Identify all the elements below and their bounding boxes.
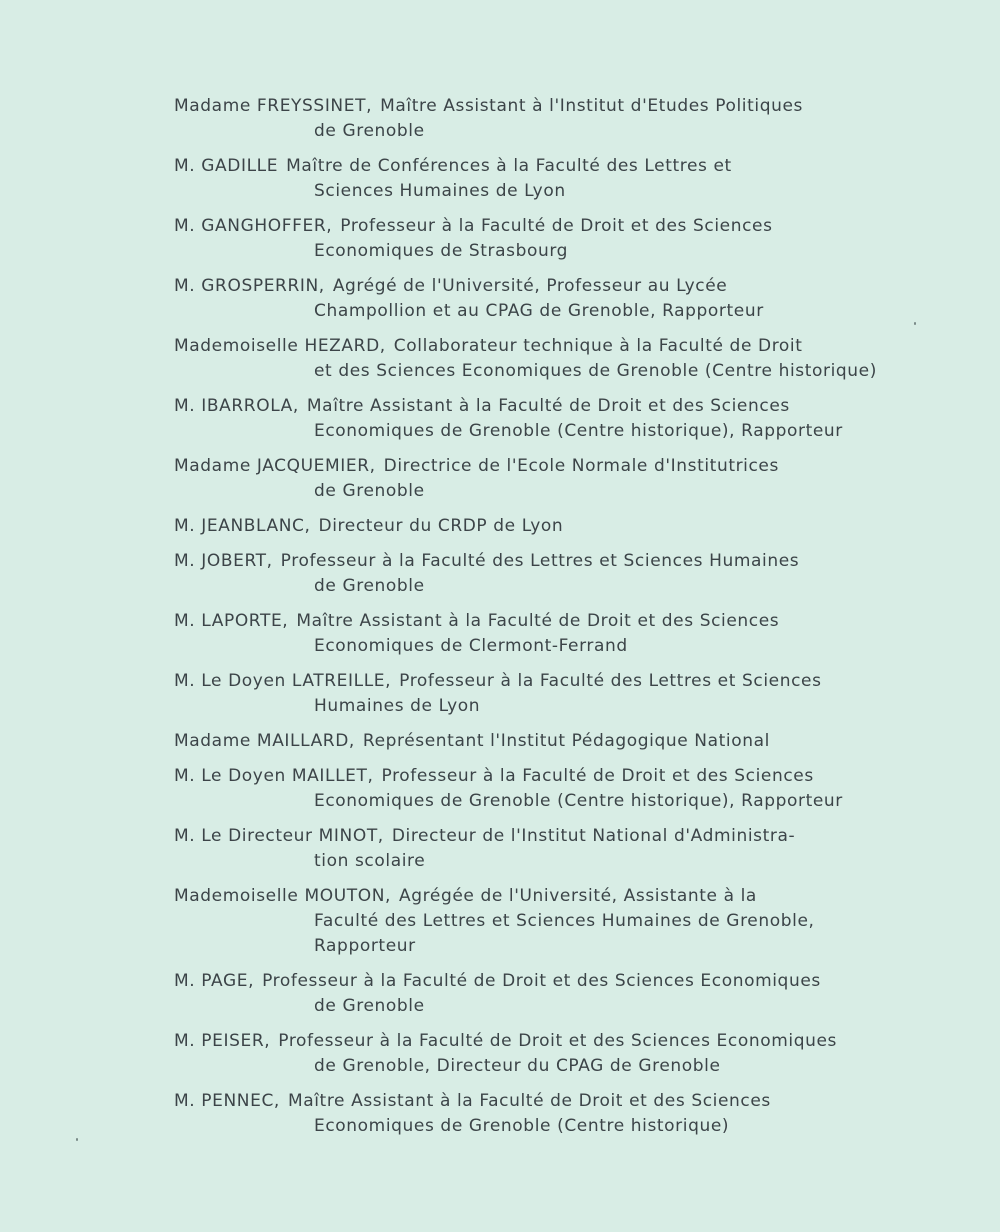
list-item (174, 154, 964, 204)
entry-description: Maître Assistant à la Faculté de Droit et des Sciences (306, 396, 790, 416)
entry-first-line (174, 1089, 964, 1114)
entry-description: Professeur à la Faculté de Droit et des Sciences Economiques (262, 971, 821, 991)
entry-continuation: Economiques de Strasbourg (314, 241, 569, 261)
list-item (174, 824, 964, 874)
list-item (174, 274, 964, 324)
entry-first-line (174, 884, 964, 909)
entry-description: Maître Assistant à l'Institut d'Etudes Politiques (380, 96, 803, 116)
entry-name: MOUTON, (304, 886, 392, 906)
member-list (174, 94, 964, 1149)
entry-continuation: de Grenoble (314, 576, 425, 596)
entry-first-line (174, 669, 964, 694)
list-item (174, 764, 964, 814)
entry-name: JACQUEMIER, (256, 456, 376, 476)
entry-title: Madame (174, 96, 251, 116)
entry-title: M. (174, 156, 196, 176)
entry-continuation: Rapporteur (314, 936, 416, 956)
list-item (174, 214, 964, 264)
entry-first-line (174, 609, 964, 634)
entry-description: Maître Assistant à la Faculté de Droit et des Sciences (296, 611, 780, 631)
list-item (174, 669, 964, 719)
entry-title: M. (174, 216, 196, 236)
entry-continuation: Economiques de Grenoble (Centre historique) (314, 1116, 730, 1136)
list-item (174, 729, 964, 754)
entry-first-line (174, 514, 964, 539)
entry-title: M. (174, 611, 196, 631)
entry-name: FREYSSINET, (256, 96, 373, 116)
entry-continuation: tion scolaire (314, 851, 426, 871)
entry-first-line (174, 1029, 964, 1054)
entry-continuation: Champollion et au CPAG de Grenoble, Rapporteur (314, 301, 764, 321)
entry-continuation: Humaines de Lyon (314, 696, 481, 716)
entry-name: GROSPERRIN, (201, 276, 325, 296)
entry-first-line (174, 729, 964, 754)
entry-name: MAILLET, (291, 766, 374, 786)
paper-speck (914, 322, 916, 325)
entry-first-line (174, 154, 964, 179)
list-item (174, 94, 964, 144)
entry-title: M. (174, 971, 196, 991)
entry-title: M. (174, 516, 196, 536)
entry-title: M. (174, 396, 196, 416)
entry-first-line (174, 274, 964, 299)
list-item (174, 334, 964, 384)
entry-name: PEISER, (201, 1031, 271, 1051)
entry-name: LAPORTE, (201, 611, 289, 631)
entry-description: Professeur à la Faculté des Lettres et Sciences (399, 671, 822, 691)
entry-continuation: de Grenoble (314, 121, 425, 141)
entry-continuation: Economiques de Clermont-Ferrand (314, 636, 628, 656)
entry-title: Mademoiselle (174, 336, 299, 356)
entry-continuation: de Grenoble, Directeur du CPAG de Grenoble (314, 1056, 721, 1076)
entry-name: JEANBLANC, (201, 516, 311, 536)
paper-speck (76, 1138, 78, 1141)
entry-description: Professeur à la Faculté de Droit et des Sciences (381, 766, 814, 786)
entry-name: HEZARD, (304, 336, 386, 356)
entry-name: LATREILLE, (291, 671, 392, 691)
entry-description: Agrégée de l'Université, Assistante à la (399, 886, 757, 906)
entry-continuation: de Grenoble (314, 481, 425, 501)
entry-continuation: de Grenoble (314, 996, 425, 1016)
entry-title: Mademoiselle (174, 886, 299, 906)
entry-description: Maître de Conférences à la Faculté des Lettres et (286, 156, 732, 176)
list-item (174, 884, 964, 959)
entry-continuation: Economiques de Grenoble (Centre historique), Rapporteur (314, 791, 843, 811)
entry-name: MINOT, (318, 826, 384, 846)
entry-title: M. Le Directeur (174, 826, 313, 846)
entry-first-line (174, 94, 964, 119)
entry-first-line (174, 214, 964, 239)
entry-name: IBARROLA, (201, 396, 299, 416)
entry-description: Directrice de l'Ecole Normale d'Institutrices (383, 456, 779, 476)
entry-title: M. (174, 551, 196, 571)
list-item (174, 1029, 964, 1079)
entry-name: GANGHOFFER, (201, 216, 333, 236)
entry-first-line (174, 334, 964, 359)
entry-continuation: Faculté des Lettres et Sciences Humaines de Grenoble, (314, 911, 815, 931)
entry-name: JOBERT, (201, 551, 273, 571)
entry-first-line (174, 764, 964, 789)
entry-description: Maître Assistant à la Faculté de Droit et des Sciences (287, 1091, 771, 1111)
entry-continuation: Economiques de Grenoble (Centre historique), Rapporteur (314, 421, 843, 441)
list-item (174, 514, 964, 539)
entry-description: Professeur à la Faculté de Droit et des Sciences (340, 216, 773, 236)
entry-title: Madame (174, 456, 251, 476)
entry-description: Professeur à la Faculté des Lettres et Sciences Humaines (280, 551, 800, 571)
entry-first-line (174, 454, 964, 479)
entry-continuation: Sciences Humaines de Lyon (314, 181, 566, 201)
entry-title: M. (174, 1031, 196, 1051)
entry-title: M. (174, 276, 196, 296)
list-item (174, 609, 964, 659)
list-item (174, 1089, 964, 1139)
entry-description: Agrégé de l'Université, Professeur au Lycée (332, 276, 728, 296)
entry-description: Professeur à la Faculté de Droit et des Sciences Economiques (278, 1031, 837, 1051)
entry-first-line (174, 824, 964, 849)
entry-title: M. Le Doyen (174, 766, 286, 786)
entry-name: MAILLARD, (256, 731, 355, 751)
list-item (174, 549, 964, 599)
entry-first-line (174, 549, 964, 574)
entry-title: M. (174, 1091, 196, 1111)
entry-description: Directeur du CRDP de Lyon (318, 516, 564, 536)
entry-first-line (174, 394, 964, 419)
entry-description: Collaborateur technique à la Faculté de Droit (393, 336, 803, 356)
entry-name: GADILLE (201, 156, 279, 176)
list-item (174, 394, 964, 444)
entry-description: Représentant l'Institut Pédagogique National (362, 731, 770, 751)
entry-title: Madame (174, 731, 251, 751)
entry-title: M. Le Doyen (174, 671, 286, 691)
entry-name: PENNEC, (201, 1091, 280, 1111)
list-item (174, 969, 964, 1019)
entry-name: PAGE, (201, 971, 255, 991)
entry-first-line (174, 969, 964, 994)
entry-description: Directeur de l'Institut National d'Administra- (391, 826, 796, 846)
entry-continuation: et des Sciences Economiques de Grenoble (Centre historique) (314, 361, 877, 381)
list-item (174, 454, 964, 504)
